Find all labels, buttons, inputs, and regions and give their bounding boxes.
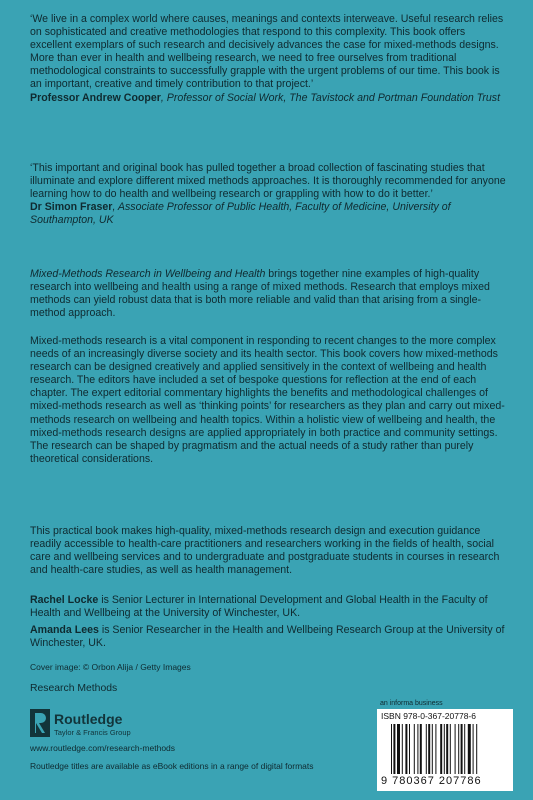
barcode-icon xyxy=(391,724,507,774)
quote-author: Dr Simon Fraser xyxy=(30,201,113,214)
quote-author-role: , Associate Professor of Public Health, Faculty of Medicine, University of Southampton, UK xyxy=(30,201,451,227)
publisher-group: Taylor & Francis Group xyxy=(54,728,131,737)
description-paragraph-3: This practical book makes high-quality, mixed-methods research design and execution guidance readily accessible to health-care practitioners and researchers working in the fields of health, social care and wellbeing services and to undergraduate and postgraduate students in courses in research and health-care studies, as well as health management. xyxy=(30,525,500,577)
ebook-note: Routledge titles are available as eBook editions in a range of digital formats xyxy=(30,761,314,771)
routledge-logo xyxy=(30,709,230,739)
routledge-mark-icon xyxy=(30,709,50,737)
author-bio-1 xyxy=(30,594,508,620)
barcode-digits: 9 780367 207786 xyxy=(381,775,482,787)
endorsement-quote-1 xyxy=(30,13,508,105)
isbn-label: ISBN 978-0-367-20778-6 xyxy=(381,711,476,721)
description-paragraph-2: Mixed-methods research is a vital component in responding to recent changes to the more complex needs of an increasingly diverse society and its health sector. This book covers how mixed-methods research can be designed creatively and applied sensitively in the context of wellbeing and health research. The editors have included a set of bespoke questions for reflection at the end of each chapter. The expert editorial commentary highlights the benefits and methodological challenges of mixed-methods research as well as ‘thinking points’ for researchers as they plan and carry out mixed-methods research on wellbeing and health topics. Within a holistic view of wellbeing and health, the mixed-methods research designs are applied appropriately in both practice and community settings. The research can be shaped by pragmatism and the actual needs of a study rather than purely theoretical considerations. xyxy=(30,335,505,465)
informa-tagline: an informa business xyxy=(380,700,443,707)
quote-attribution xyxy=(30,201,508,227)
author-bio-2 xyxy=(30,624,508,650)
cover-image-credit: Cover image: © Orbon Alija / Getty Images xyxy=(30,662,191,672)
quote-text: ‘We live in a complex world where causes, meanings and contexts interweave. Useful research relies on sophisticated and creative methodologies that respond to this complexity. This book offers excellent exemplars of such research and decisively advances the case for mixed-methods designs. More than ever in health and wellbeing research, we need to free ourselves from traditional methodological constraints to successfully grapple with the urgent problems of our time. This book is an important, creative and timely contribution to that project.’ xyxy=(30,13,504,91)
description-text: brings together nine examples of high-quality research into wellbeing and health using a range of mixed methods. Research that employs mixed methods can yield robust data that is both more reliable and valid than that arising from a single-method approach. xyxy=(30,268,490,320)
publisher-url: www.routledge.com/research-methods xyxy=(30,743,176,753)
endorsement-quote-2 xyxy=(30,162,508,227)
author-name: Amanda Lees xyxy=(30,624,99,636)
author-bio-text: is Senior Lecturer in International Development and Global Health in the Faculty of Health and Wellbeing at the University of Winchester, UK. xyxy=(30,594,488,620)
book-title-inline: Mixed-Methods Research in Wellbeing and Health xyxy=(30,268,266,280)
quote-author-role: , Professor of Social Work, The Tavistock and Portman Foundation Trust xyxy=(160,91,501,104)
subject-category: Research Methods xyxy=(30,683,118,694)
quote-text: ‘This important and original book has pulled together a broad collection of fascinating studies that illuminate and explore different mixed methods approaches. It is thoroughly recommended for anyone learning how to do health and wellbeing research or grappling with how to do it better.’ xyxy=(30,162,506,201)
author-bio-text: is Senior Researcher in the Health and Wellbeing Research Group at the University of Winchester, UK. xyxy=(30,624,505,650)
quote-author: Professor Andrew Cooper xyxy=(30,91,161,104)
publisher-name: Routledge xyxy=(54,711,123,727)
description-paragraph-1 xyxy=(30,268,508,320)
isbn-barcode xyxy=(377,709,513,791)
quote-attribution xyxy=(30,92,508,105)
author-name: Rachel Locke xyxy=(30,594,99,606)
